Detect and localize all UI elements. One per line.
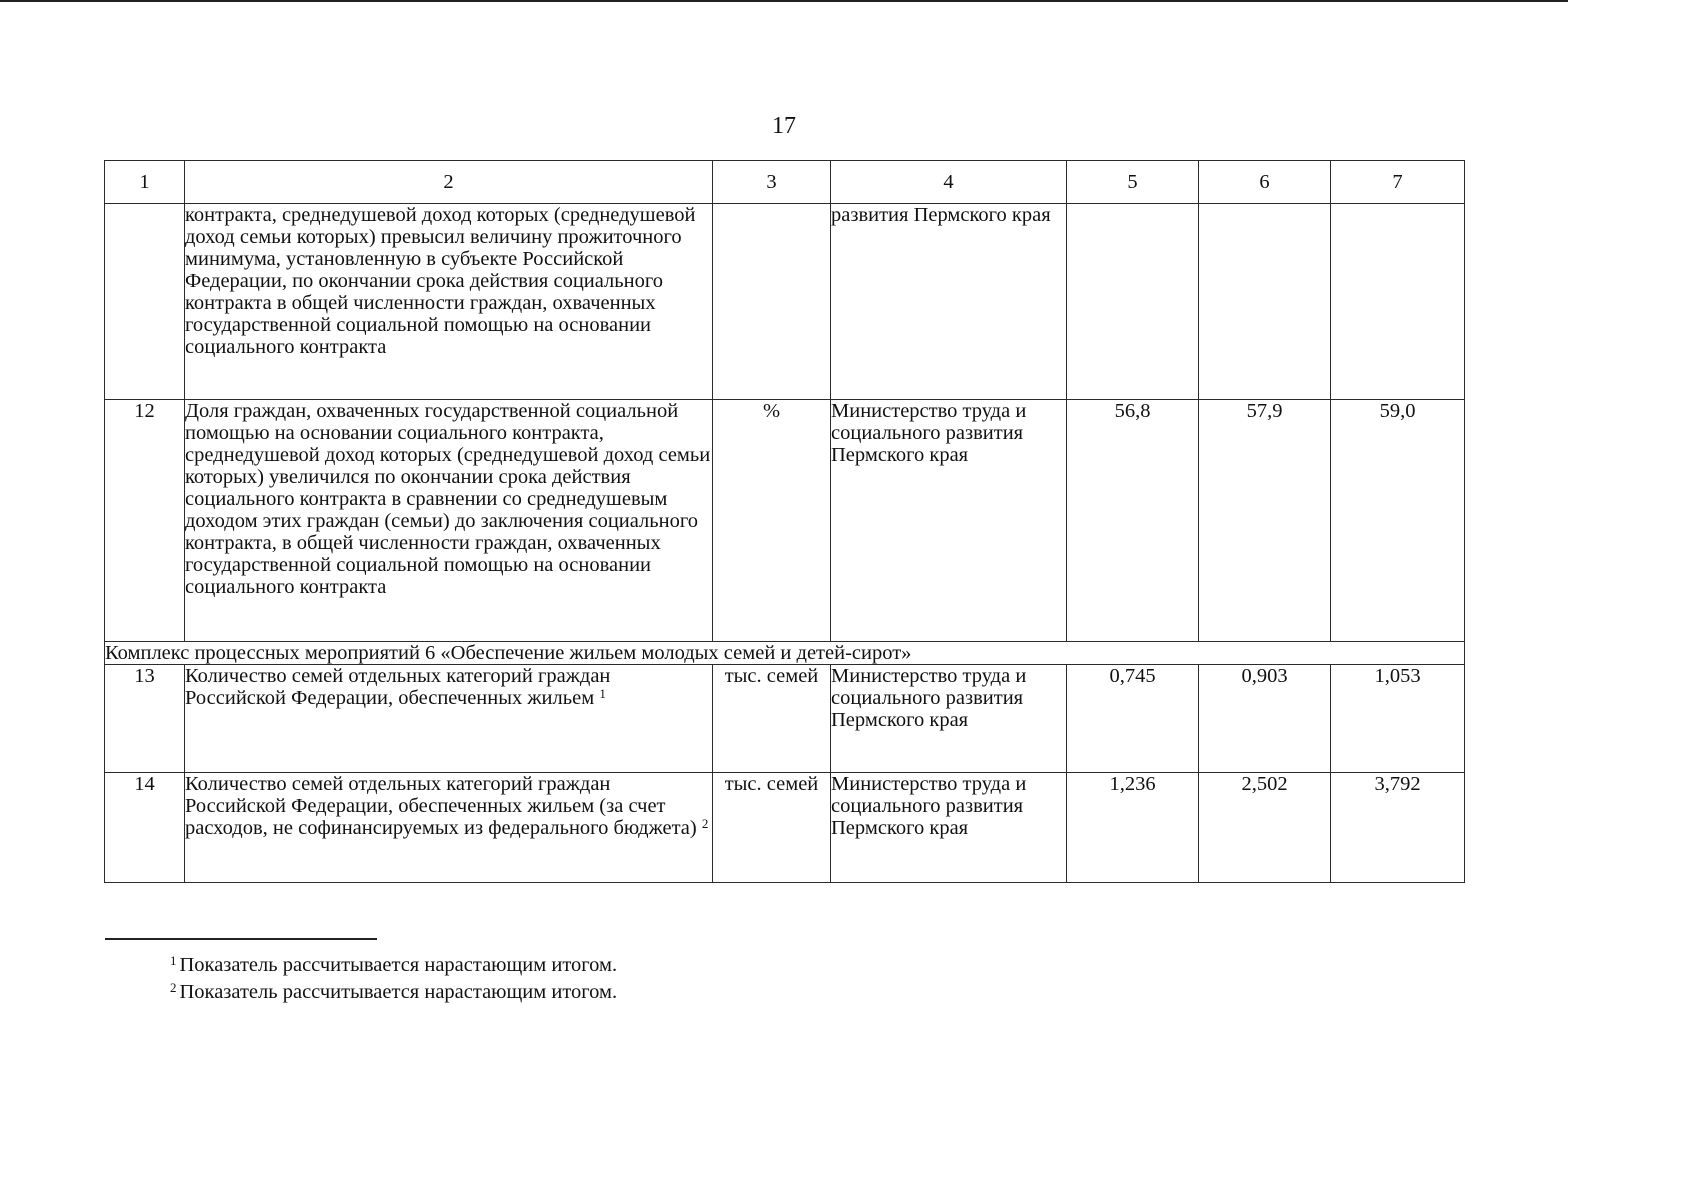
column-header-7: 7: [1331, 161, 1465, 204]
table-row-13: [105, 665, 1465, 773]
top-edge-line: [0, 0, 1568, 2]
unit-of-measure: %: [713, 400, 831, 642]
value-col-6: [1199, 204, 1331, 400]
unit-cell: [713, 204, 831, 400]
value-col-7: 59,0: [1331, 400, 1465, 642]
value-col-5: 1,236: [1067, 773, 1199, 883]
footnote-2: [170, 979, 617, 1006]
responsible-executor: Министерство труда и социального развития Пермского края: [831, 400, 1067, 642]
value-col-5: 0,745: [1067, 665, 1199, 773]
value-col-5: [1067, 204, 1199, 400]
value-col-7: 1,053: [1331, 665, 1465, 773]
section-header-row: [105, 642, 1465, 665]
row-number: 14: [105, 773, 185, 883]
value-col-6: 57,9: [1199, 400, 1331, 642]
column-header-3: 3: [713, 161, 831, 204]
unit-of-measure: тыс. семей: [713, 665, 831, 773]
responsible-executor: развития Пермского края: [831, 204, 1067, 400]
footnote-ref: 1: [599, 686, 606, 701]
footnote-1: [170, 952, 617, 979]
indicator-description: [185, 665, 713, 773]
responsible-executor: Министерство труда и социального развития Пермского края: [831, 665, 1067, 773]
row-number: 13: [105, 665, 185, 773]
row-number-cell: [105, 204, 185, 400]
column-header-6: 6: [1199, 161, 1331, 204]
footnote-text: Показатель рассчитывается нарастающим итогом.: [179, 954, 618, 976]
column-header-4: 4: [831, 161, 1067, 204]
footnote-text: Показатель рассчитывается нарастающим итогом.: [179, 981, 618, 1003]
table-row-14: [105, 773, 1465, 883]
value-col-6: 0,903: [1199, 665, 1331, 773]
footnote-separator: [105, 938, 377, 940]
indicator-description: [185, 773, 713, 883]
table-row-continuation: [105, 204, 1465, 400]
section-title: Комплекс процессных мероприятий 6 «Обеспечение жильем молодых семей и детей-сирот»: [105, 642, 1465, 665]
column-header-5: 5: [1067, 161, 1199, 204]
value-col-7: [1331, 204, 1465, 400]
table-row-12: [105, 400, 1465, 642]
description-text: Количество семей отдельных категорий граждан Российской Федерации, обеспеченных жильем (за счет расходов, не софинансируемых из федерального бюджета): [185, 773, 697, 839]
page-number: 17: [772, 113, 796, 139]
value-col-5: 56,8: [1067, 400, 1199, 642]
footnote-ref: 2: [701, 816, 709, 831]
unit-of-measure: тыс. семей: [713, 773, 831, 883]
indicator-description: Доля граждан, охваченных государственной социальной помощью на основании социального контракта, среднедушевой доход которых (среднедушевой доход семьи которых) увеличился по окончании срока действия социального контракта в сравнении со среднедушевым доходом этих граждан (семьи) до заключения социального контракта, в общей численности граждан, охваченных государственной социальной помощью на основании социального контракта: [185, 400, 713, 642]
value-col-6: 2,502: [1199, 773, 1331, 883]
column-header-2: 2: [185, 161, 713, 204]
value-col-7: 3,792: [1331, 773, 1465, 883]
table-header-row: [105, 161, 1465, 204]
indicator-description: контракта, среднедушевой доход которых (среднедушевой доход семьи которых) превысил величину прожиточного минимума, установленную в субъекте Российской Федерации, по окончании срока действия социального контракта в общей численности граждан, охваченных государственной социальной помощью на основании социального контракта: [185, 204, 713, 400]
footnotes: [170, 952, 617, 1006]
column-header-1: 1: [105, 161, 185, 204]
footnote-mark: 1: [170, 953, 177, 968]
row-number: 12: [105, 400, 185, 642]
footnote-mark: 2: [170, 980, 177, 995]
responsible-executor: Министерство труда и социального развития Пермского края: [831, 773, 1067, 883]
indicators-table: [104, 160, 1465, 883]
description-text: Количество семей отдельных категорий граждан Российской Федерации, обеспеченных жильем: [185, 665, 611, 709]
